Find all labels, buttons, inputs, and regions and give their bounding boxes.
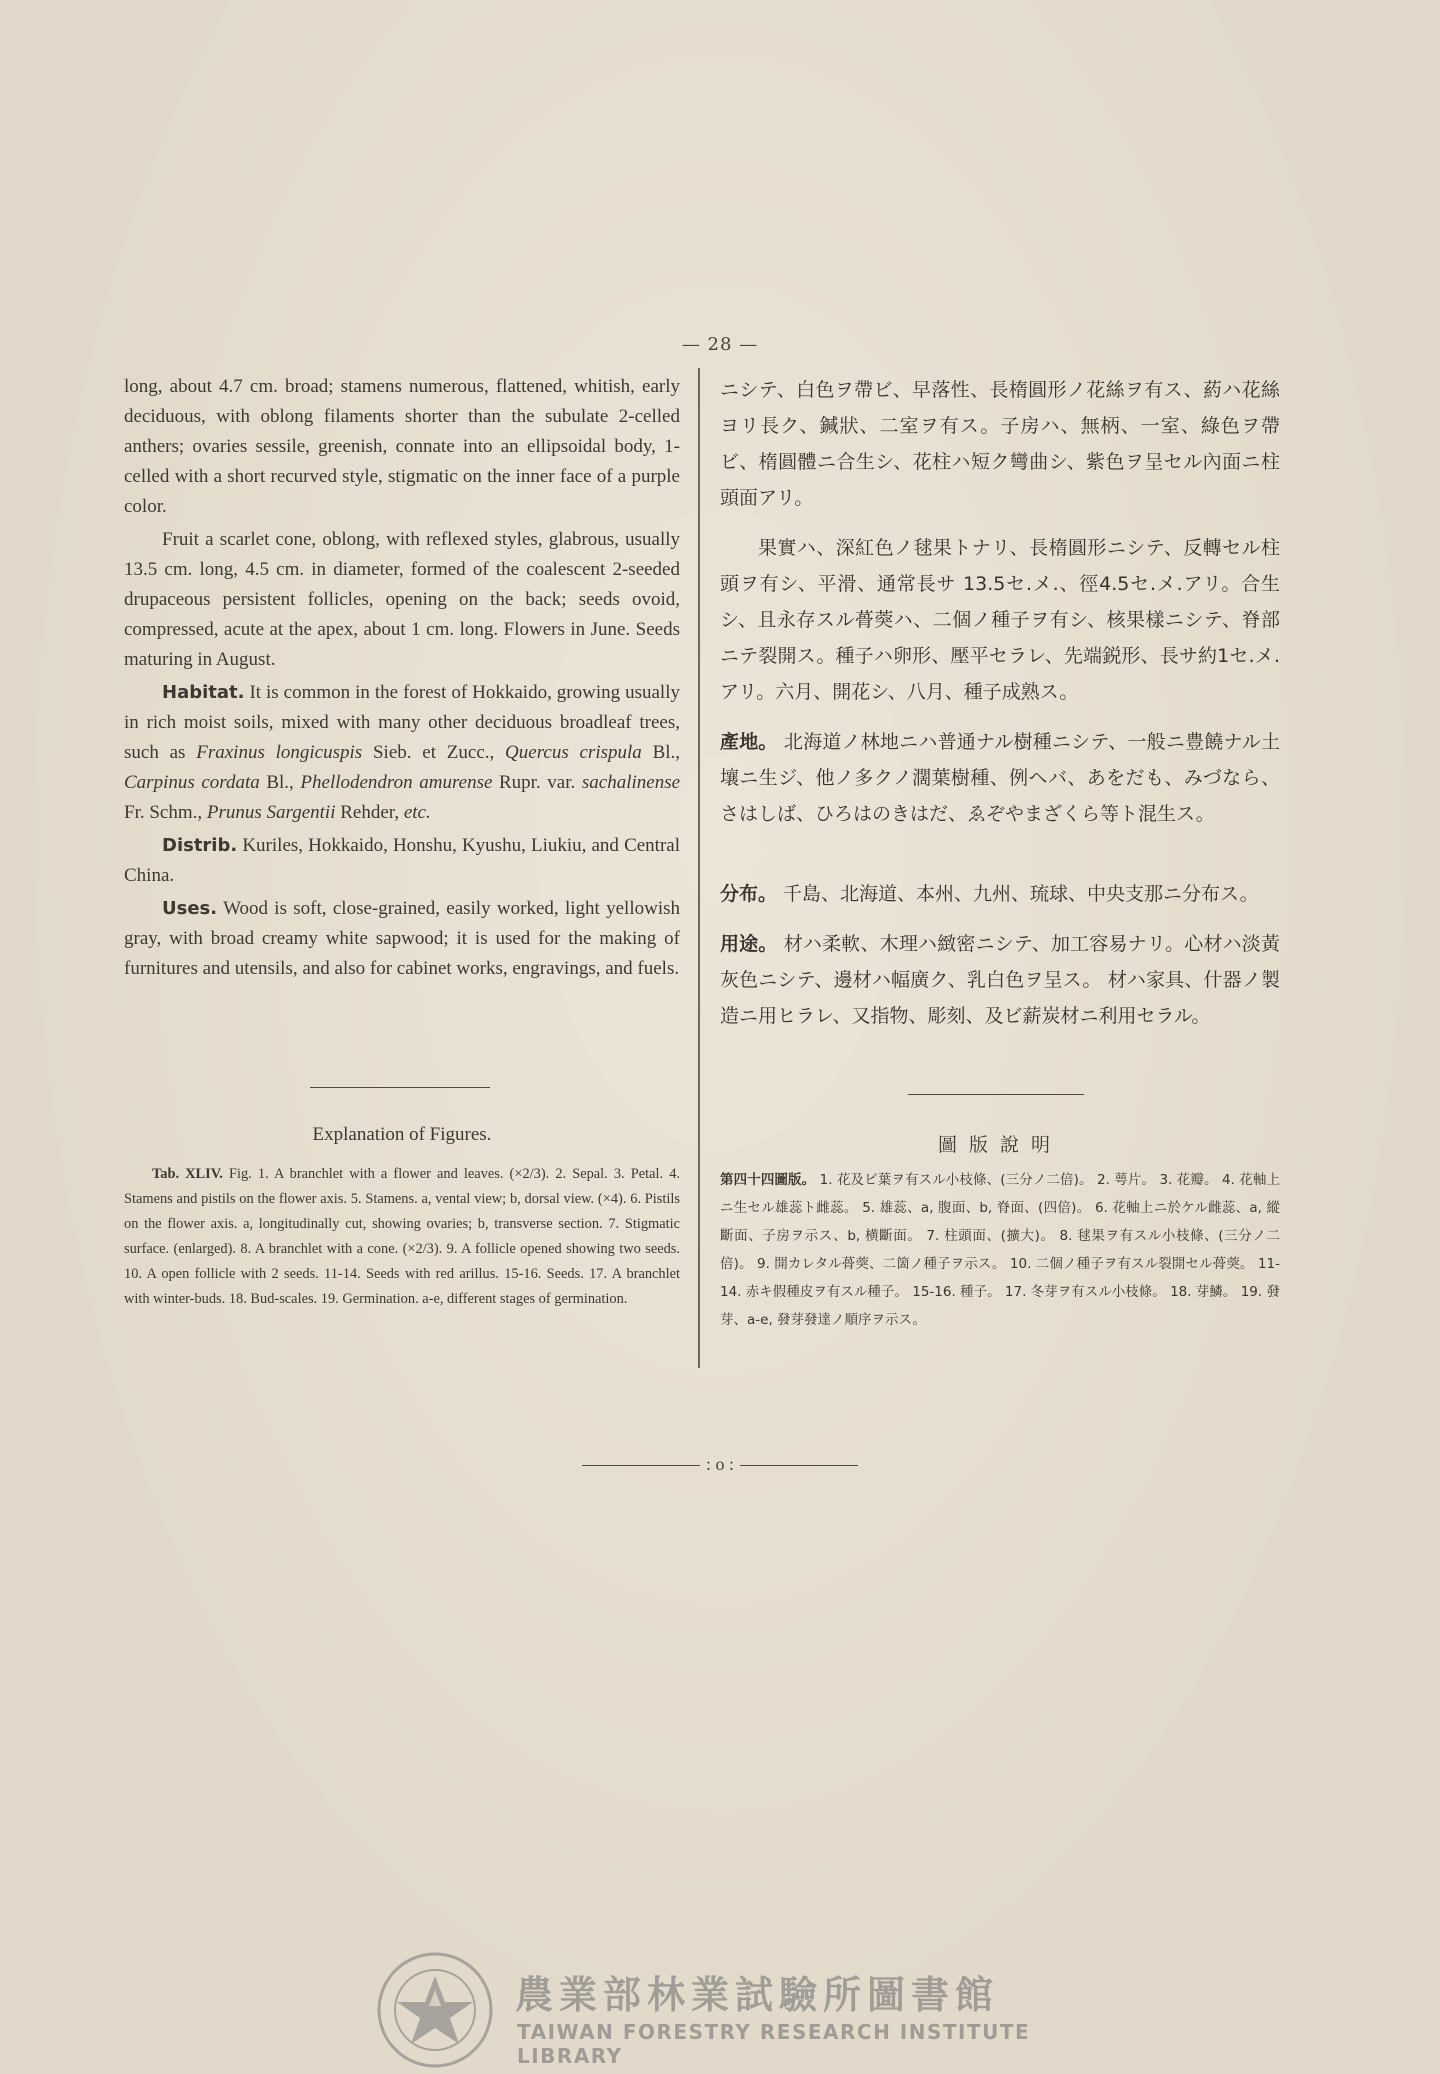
habitat-text-a: It is common in the forest of Hokkaido, growing usually in rich moist soils, mixed with many other deciduous broadleaf trees, such as [124, 682, 680, 763]
english-distribution [124, 831, 680, 891]
species-name: Carpinus cordata [124, 772, 260, 793]
english-paragraph-1: long, about 4.7 cm. broad; stamens numerous, flattened, whitish, early deciduous, with oblong filaments shorter than the subulate 2-celled anthers; ovaries sessile, greenish, connate into an ellipsoidal body, 1-celled with a short recurved style, stigmatic on the inner face of a purple color. [124, 376, 680, 517]
jp-habitat-heading: 產地。 [720, 731, 778, 753]
institute-logo-icon [375, 1950, 495, 2070]
japanese-distribution [720, 876, 1280, 912]
distrib-heading: Distrib. [162, 835, 238, 856]
english-paragraph-2: Fruit a scarlet cone, oblong, with reflexed styles, glabrous, usually 13.5 cm. long, 4.5 cm. in diameter, formed of the coalescent 2-seeded drupaceous persistent follicles, opening on the back; seeds ovoid, compressed, acute at the apex, about 1 cm. long. Flowers in June. Seeds maturing in August. [124, 529, 680, 670]
etc-text: etc. [403, 802, 431, 823]
figures-explanation-jp [720, 1166, 1280, 1334]
habitat-text-e: Rupr. var. [492, 772, 582, 793]
uses-text: Wood is soft, close-grained, easily worked, light yellowish gray, with broad creamy white sapwood; it is used for the making of furnitures and utensils, and also for cabinet works, engravings, and fuels. [124, 898, 680, 979]
library-name-en: TAIWAN FORESTRY RESEARCH INSTITUTE LIBRARY [517, 2020, 1031, 2068]
japanese-uses [720, 926, 1280, 1034]
jp-uses-text: 材ハ柔軟、木理ハ緻密ニシテ、加工容易ナリ。心材ハ淡黃灰色ニシテ、邊材ハ幅廣ク、乳白色ヲ呈ス。 材ハ家具、什器ノ製造ニ用ヒラレ、又指物、彫刻、及ビ薪炭材ニ利用セラル。 [720, 933, 1280, 1027]
japanese-habitat [720, 724, 1280, 832]
figures-text-en: Fig. 1. A branchlet with a flower and leaves. (×2/3). 2. Sepal. 3. Petal. 4. Stamens and pistils on the flower axis. 5. Stamens. a, vental view; b, dorsal view. (×4). 6. Pistils on the flower axis. a, longitudinally cut, showing ovaries; b, transverse section. 7. Stigmatic surface. (enlarged). 8. A branchlet with a cone. (×2/3). 9. A follicle opened showing two seeds. 10. A open follicle with 2 seeds. 11-14. Seeds with red arillus. 15-16. Seeds. 17. A branchlet with winter-buds. 18. Bud-scales. 19. Germination. a-e, different stages of germination. [124, 1166, 680, 1307]
japanese-paragraph-1: ニシテ、白色ヲ帶ビ、早落性、長楕圓形ノ花絲ヲ有ス、葯ハ花絲ヨリ長ク、鍼狀、二室ヲ有ス。子房ハ、無柄、一室、綠色ヲ帶ビ、楕圓體ニ合生シ、花柱ハ短ク彎曲シ、紫色ヲ呈セル內面ニ柱頭面アリ。 [720, 379, 1280, 509]
habitat-text-d: Bl., [259, 772, 301, 793]
japanese-paragraph-2: 果實ハ、深紅色ノ毬果トナリ、長楕圓形ニシテ、反轉セル柱頭ヲ有シ、平滑、通常長サ 13.5セ.メ.、徑4.5セ.メ.アリ。合生シ、且永存スル蓇葖ハ、二個ノ種子ヲ有シ、核果樣ニシテ、脊部ニテ裂開ス。種子ハ卵形、壓平セラレ、先端鋭形、長サ約1セ.メ.アリ。六月、開花シ、八月、種子成熟ス。 [720, 537, 1280, 703]
end-ornament [0, 1454, 1440, 1475]
species-name: Fraxinus longicuspis [196, 742, 363, 763]
habitat-text-g: Rehder, [335, 802, 404, 823]
library-watermark [375, 1950, 1075, 2074]
figures-text-jp: 1. 花及ビ葉ヲ有スル小枝條、(三分ノ二倍)。 2. 萼片。 3. 花瓣。 4. 花軸上ニ生セル雄蕊ト雌蕊。 5. 雄蕊、a, 腹面、b, 脊面、(四倍)。 6. 花軸上ニ於ケル雌蕊、a, 縱斷面、子房ヲ示ス、b, 横斷面。 7. 柱頭面、(擴大)。 8. 毬果ヲ有スル小枝條、(三分ノ二倍)。 9. 開カレタル蓇葖、二箇ノ種子ヲ示ス。 10. 二個ノ種子ヲ有スル裂開セル蓇葖。 11-14. 赤キ假種皮ヲ有スル種子。 15-16. 種子。 17. 冬芽ヲ有スル小枝條。 18. 芽鱗。 19. 發芽、a-e, 發芽發達ノ順序ヲ示ス。 [720, 1172, 1281, 1328]
jp-uses-heading: 用途。 [720, 933, 778, 955]
page-number: — 28 — [681, 334, 759, 355]
species-name: sachalinense [581, 772, 681, 793]
distrib-text: Kuriles, Hokkaido, Honshu, Kyushu, Liukiu, and Central China. [124, 835, 680, 886]
figures-title-en: Explanation of Figures. [312, 1124, 492, 1145]
japanese-column [720, 372, 1280, 1048]
habitat-text-f: Fr. Schm., [124, 802, 207, 823]
jp-distrib-heading: 分布。 [720, 883, 778, 905]
section-rule-left [310, 1087, 490, 1088]
library-name-zh: 農業部林業試驗所圖書館 [515, 1973, 1000, 2017]
english-uses [124, 894, 680, 984]
species-name: Prunus Sargentii [206, 802, 336, 823]
habitat-text-c: Bl., [641, 742, 681, 763]
figures-title-jp: 圖版說明 [937, 1134, 1062, 1156]
plate-label-jp: 第四十四圖版。 [720, 1172, 816, 1188]
jp-distrib-text: 千島、北海道、本州、九州、琉球、中央支那ニ分布ス。 [777, 883, 1259, 905]
plate-label-en: Tab. XLIV. [152, 1166, 223, 1182]
uses-heading: Uses. [162, 898, 218, 919]
jp-habitat-text: 北海道ノ林地ニハ普通ナル樹種ニシテ、一般ニ豊饒ナル土壤ニ生ジ、他ノ多クノ濶葉樹種、例ヘバ、あをだも、みづなら、さはしば、ひろはのきはだ、ゑぞやまざくら等ト混生ス。 [720, 731, 1280, 825]
english-column [124, 372, 680, 987]
habitat-text-b: Sieb. et Zucc., [362, 742, 506, 763]
section-rule-right [908, 1094, 1084, 1095]
end-mark-text: : o : [705, 1454, 734, 1474]
species-name: Quercus crispula [505, 742, 642, 763]
figures-explanation-en [124, 1162, 680, 1312]
column-divider [698, 368, 700, 1368]
habitat-heading: Habitat. [162, 682, 245, 703]
species-name: Phellodendron amurense [300, 772, 493, 793]
english-habitat [124, 678, 680, 828]
